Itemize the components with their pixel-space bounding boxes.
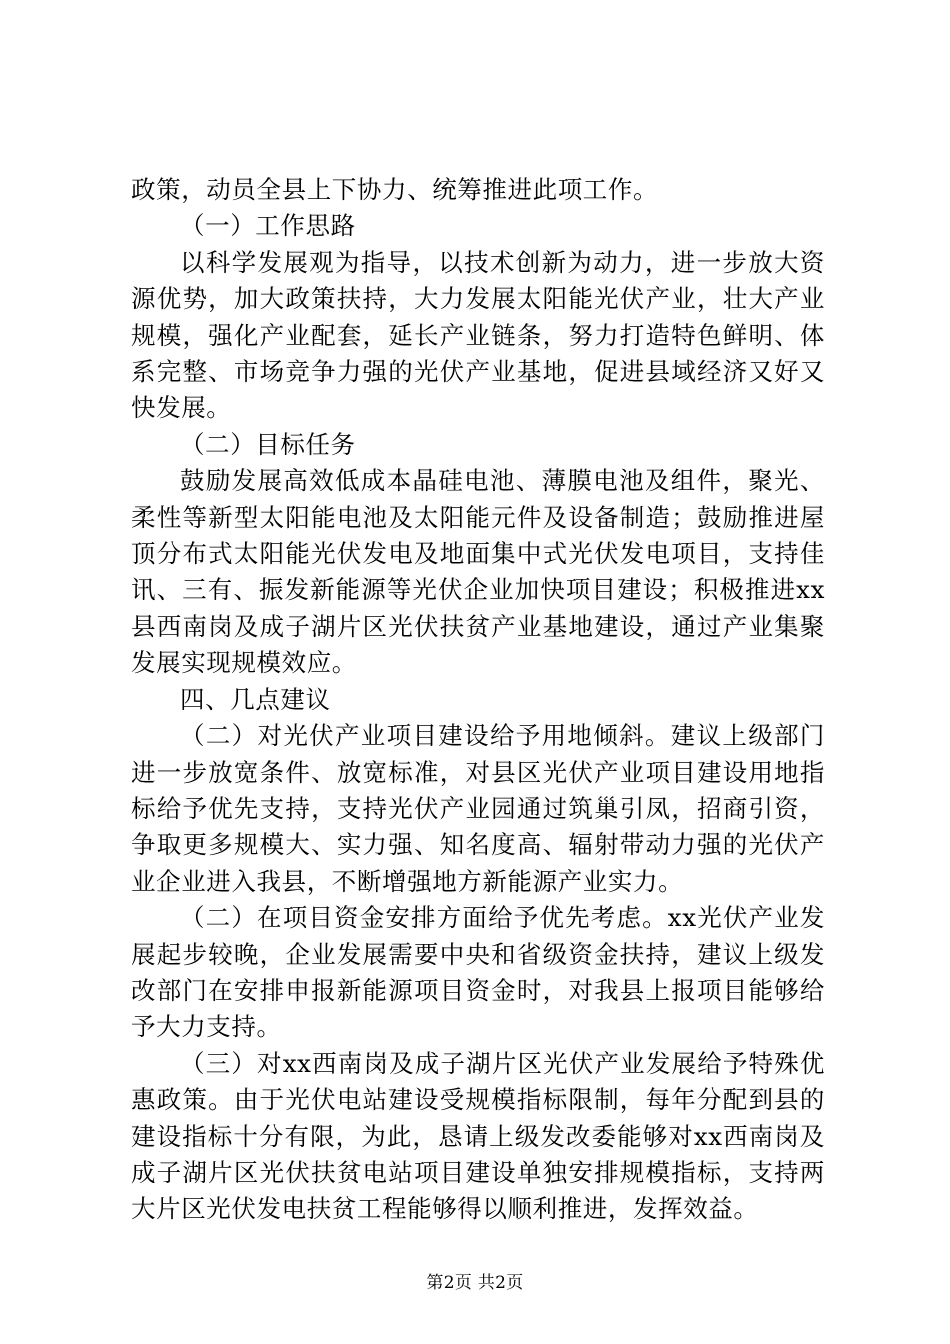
page-number-footer: 第2页 共2页 xyxy=(426,1273,524,1293)
section-heading-goals: （二）目标任务 xyxy=(180,429,356,459)
section-heading-suggestions: 四、几点建议 xyxy=(180,684,331,714)
document-body xyxy=(131,172,825,1228)
paragraph-goals: 鼓励发展高效低成本晶硅电池、薄膜电池及组件，聚光、柔性等新型太阳能电池及太阳能元件及设备制造；鼓励推进屋顶分布式太阳能光伏发电及地面集中式光伏发电项目，支持佳讯、三有、振发新能源等光伏企业加快项目建设；积极推进xx县西南岗及成子湖片区光伏扶贫产业基地建设，通过产业集聚发展实现规模效应。 xyxy=(131,466,825,678)
paragraph-continuation: 政策，动员全县上下协力、统筹推进此项工作。 xyxy=(131,175,659,204)
paragraph-suggestion-land: （二）对光伏产业项目建设给予用地倾斜。建议上级部门进一步放宽条件、放宽标准，对县区光伏产业项目建设用地指标给予优先支持，支持光伏产业园通过筑巢引凤，招商引资，争取更多规模大、实力强、知名度高、辐射带动力强的光伏产业企业进入我县，不断增强地方新能源产业实力。 xyxy=(131,721,825,896)
paragraph-work-approach: 以科学发展观为指导，以技术创新为动力，进一步放大资源优势，加大政策扶持，大力发展太阳能光伏产业，壮大产业规模，强化产业配套，延长产业链条，努力打造特色鲜明、体系完整、市场竞争力强的光伏产业基地，促进县域经济又好又快发展。 xyxy=(131,247,825,423)
paragraph-suggestion-funding: （二）在项目资金安排方面给予优先考虑。xx光伏产业发展起步较晚，企业发展需要中央和省级资金扶持，建议上级发改部门在安排申报新能源项目资金时，对我县上报项目能够给予大力支持。 xyxy=(131,903,825,1042)
section-heading-work-approach: （一）工作思路 xyxy=(180,211,356,241)
paragraph-suggestion-policy: （三）对xx西南岗及成子湖片区光伏产业发展给予特殊优惠政策。由于光伏电站建设受规模指标限制，每年分配到县的建设指标十分有限，为此，恳请上级发改委能够对xx西南岗及成子湖片区光伏扶贫电站项目建设单独安排规模指标，支持两大片区光伏发电扶贫工程能够得以顺利推进，发挥效益。 xyxy=(131,1048,825,1224)
